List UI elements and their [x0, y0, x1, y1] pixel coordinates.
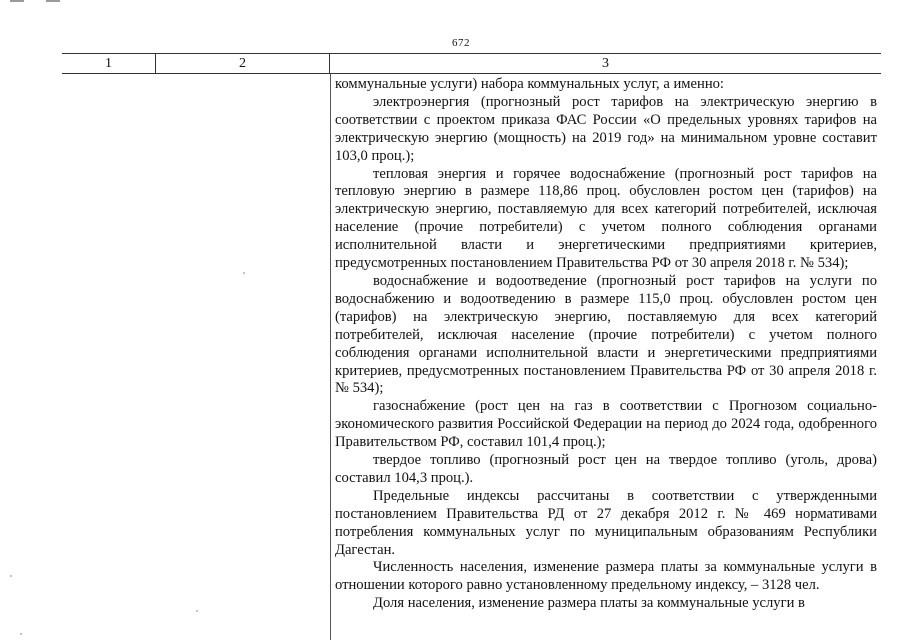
paragraph-electricity: электроэнергия (прогнозный рост тарифов на электрическую энергию в соответствии с проектом приказа ФАС России «О предельных уровнях тарифов на электрическую энергию (мощность) на 2019 год» на минимальном уровне составит 103,0 проц.);	[335, 93, 877, 164]
body-text	[335, 76, 877, 613]
paragraph-indices: Предельные индексы рассчитаны в соответствии с утвержденными постановлением Правительства РД от 27 декабря 2012 г. № 469 нормативами потребления коммунальных услуг по муниципальным образованиям Республики Дагестан.	[335, 487, 877, 558]
paragraph-water: водоснабжение и водоотведение (прогнозный рост тарифов на услуги по водоснабжению и водоотведению в размере 115,0 проц. обусловлен ростом цен (тарифов) на электрическую энергию, поставляемую для всех категорий потребителей, исключая население (прочие потребители) с учетом полного соблюдения органами исполнительной власти и энергетическими предприятиями критериев, предусмотренных постановлением Правительства РФ от 30 апреля 2018 г. № 534);	[335, 272, 877, 397]
scan-artifact	[46, 0, 60, 2]
paragraph-continuation: коммунальные услуги) набора коммунальных услуг, а именно:	[335, 76, 724, 92]
scan-speck	[196, 610, 198, 612]
scan-speck	[10, 575, 12, 577]
paragraph-gas: газоснабжение (рост цен на газ в соответствии с Прогнозом социально-экономического развития Российской Федерации на период до 2024 года, одобренного Правительством РФ, составил 101,4 проц.);	[335, 398, 877, 451]
column-divider	[330, 74, 331, 640]
paragraph-population: Численность населения, изменение размера платы за коммунальные услуги в отношении которого равно установленному предельному индексу, – 3128 чел.	[335, 559, 877, 594]
scan-speck	[20, 633, 22, 635]
scan-artifact	[10, 0, 24, 2]
table-header-col-3: 3	[602, 55, 609, 71]
paragraph-share: Доля населения, изменение размера платы за коммунальные услуги в	[373, 595, 805, 612]
table-header-col-2: 2	[156, 54, 330, 73]
paragraph-solid-fuel: твердое топливо (прогнозный рост цен на твердое топливо (уголь, дрова) составил 104,3 проц.).	[335, 452, 877, 486]
table-header-col-1: 1	[62, 54, 156, 73]
page-number: 672	[452, 37, 470, 49]
paragraph-heat: тепловая энергия и горячее водоснабжение (прогнозный рост тарифов на тепловую энергию в размере 118,86 проц. обусловлен ростом цен (тарифов) на электрическую энергию, поставляемую для всех категорий потребителей, исключая население (прочие потребители) с учетом полного соблюдения органами исполнительной власти и энергетическими предприятиями критериев, предусмотренных постановлением Правительства РФ от 30 апреля 2018 г. № 534);	[335, 165, 877, 272]
scan-speck	[243, 272, 245, 274]
table-header-row	[62, 53, 881, 74]
